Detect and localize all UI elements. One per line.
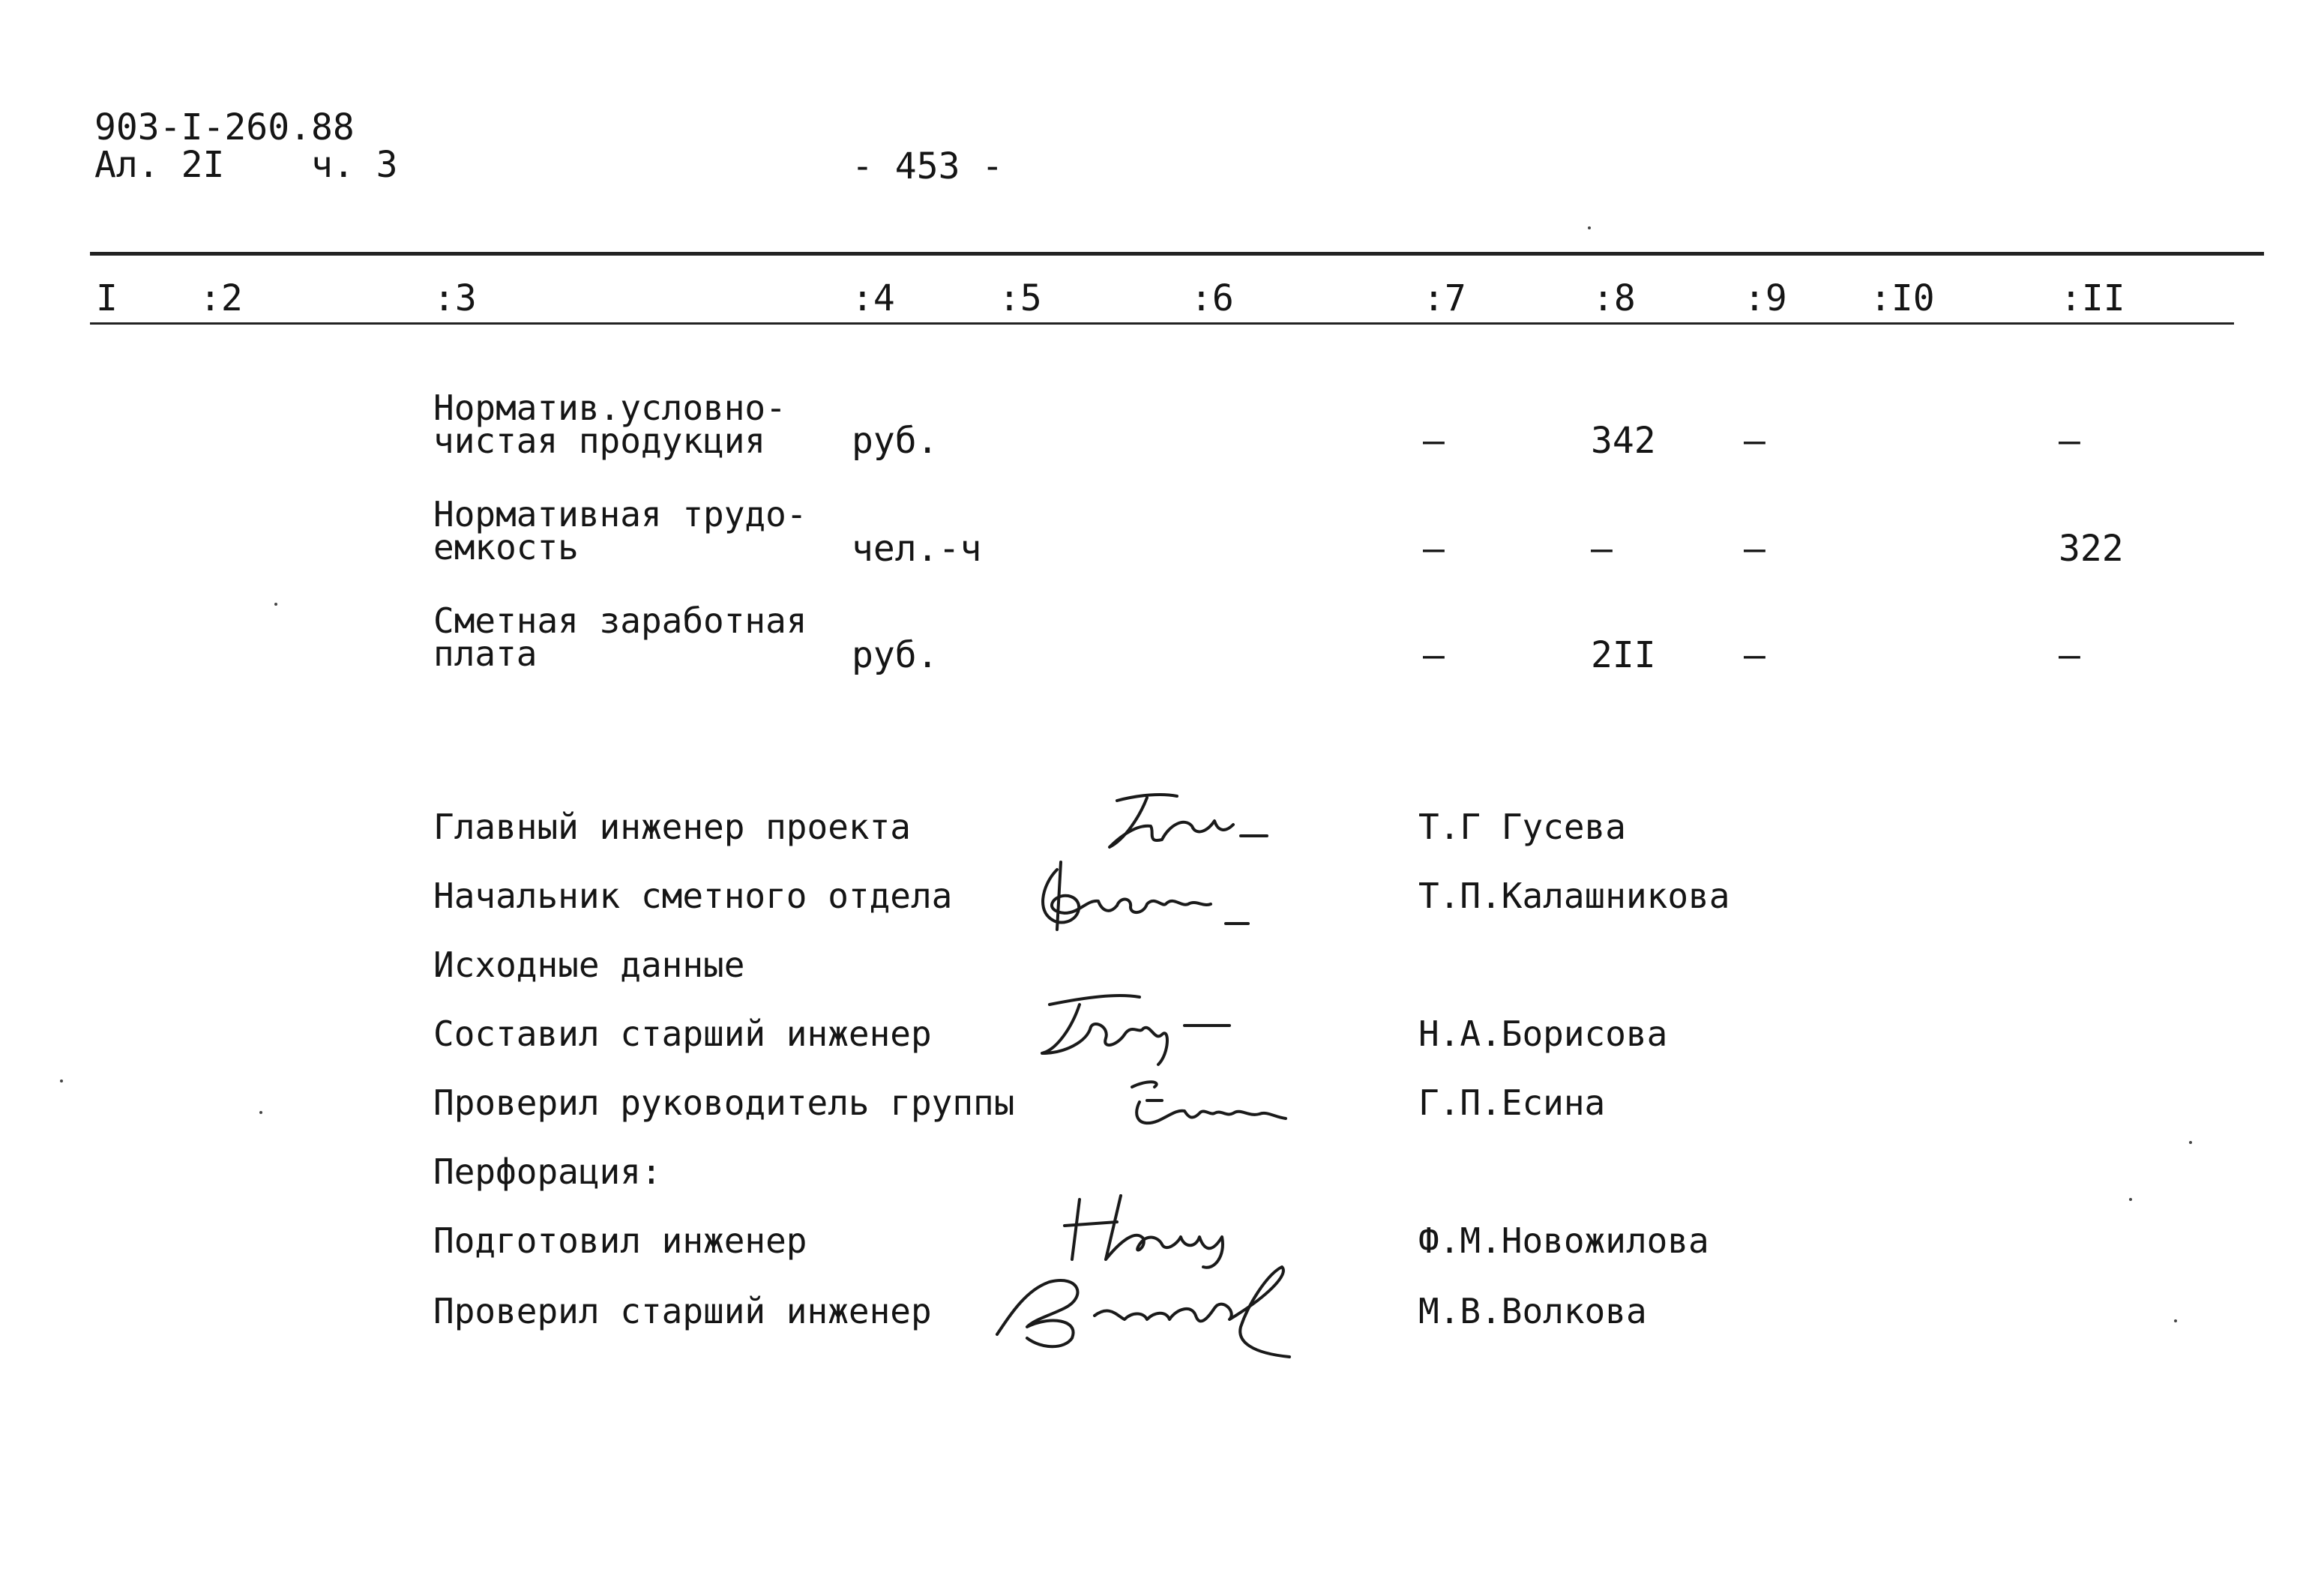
column-header-8: :8: [1592, 277, 1636, 319]
signature-name: Г.П.Есина: [1418, 1082, 1606, 1123]
column-header-9: :9: [1744, 277, 1787, 319]
signature-role: Главный инженер проекта: [433, 807, 911, 847]
scan-speck: [259, 1111, 262, 1114]
row-unit: руб.: [852, 634, 939, 676]
row-col8: 2II: [1591, 634, 1656, 676]
row-col11: 322: [2059, 528, 2124, 570]
column-header-1: I: [96, 277, 118, 319]
scan-speck: [60, 1079, 63, 1082]
column-header-2: :2: [199, 277, 243, 319]
row-label-line2: плата: [433, 633, 538, 674]
row-label-line2: чистая продукция: [433, 421, 766, 461]
signature-name: М.В.Волкова: [1418, 1291, 1647, 1331]
row-col9: –: [1744, 528, 1765, 570]
row-col9: –: [1744, 420, 1765, 462]
column-header-3: :3: [433, 277, 477, 319]
column-header-6: :6: [1190, 277, 1234, 319]
signature-name: Т.Г Гусева: [1418, 807, 1626, 847]
page-number: - 453 -: [852, 145, 1004, 187]
column-header-11: :II: [2060, 277, 2125, 319]
signature-role: Начальник сметного отдела: [433, 876, 953, 916]
scan-speck: [274, 603, 277, 606]
row-label-line1: Норматив.условно-: [433, 388, 786, 428]
column-header-7: :7: [1423, 277, 1466, 319]
sheet-info: Ал. 2I ч. 3: [94, 144, 398, 186]
document-code: 903-I-260.88: [94, 106, 355, 148]
handwritten-signature: [982, 1244, 1312, 1364]
row-label-line1: Сметная заработная: [433, 600, 807, 641]
scan-speck: [2129, 1198, 2132, 1201]
scan-speck: [2189, 1141, 2192, 1144]
signature-name: Н.А.Борисова: [1418, 1014, 1668, 1054]
row-unit: руб.: [852, 420, 939, 462]
row-col11: –: [2059, 420, 2080, 462]
signature-role: Подготовил инженер: [433, 1220, 807, 1261]
row-col8: 342: [1591, 420, 1656, 462]
scan-speck: [1588, 226, 1591, 229]
signature-role: Проверил руководитель группы: [433, 1082, 1015, 1123]
table-top-rule: [90, 252, 2264, 256]
column-header-5: :5: [999, 277, 1042, 319]
signature-name: Т.П.Калашникова: [1418, 876, 1730, 916]
row-col9: –: [1744, 634, 1765, 676]
signature-name: Ф.М.Новожилова: [1418, 1220, 1709, 1261]
signature-role: Проверил старший инженер: [433, 1291, 932, 1331]
column-header-10: :I0: [1870, 277, 1935, 319]
signature-role: Составил старший инженер: [433, 1014, 932, 1054]
handwritten-signature: [1095, 780, 1274, 862]
column-header-4: :4: [852, 277, 895, 319]
handwritten-signature: [1117, 1057, 1312, 1139]
row-col7: –: [1423, 420, 1445, 462]
row-unit: чел.-ч: [852, 528, 982, 570]
signature-role: Исходные данные: [433, 945, 745, 985]
scan-speck: [2174, 1319, 2177, 1322]
handwritten-signature: [1027, 855, 1267, 952]
row-label-line2: емкость: [433, 527, 579, 567]
row-label-line1: Нормативная трудо-: [433, 494, 807, 534]
row-col7: –: [1423, 634, 1445, 676]
row-col7: –: [1423, 528, 1445, 570]
row-col8: –: [1591, 528, 1613, 570]
row-col11: –: [2059, 634, 2080, 676]
table-header-rule: [90, 322, 2234, 325]
signature-role: Перфорация:: [433, 1151, 662, 1192]
